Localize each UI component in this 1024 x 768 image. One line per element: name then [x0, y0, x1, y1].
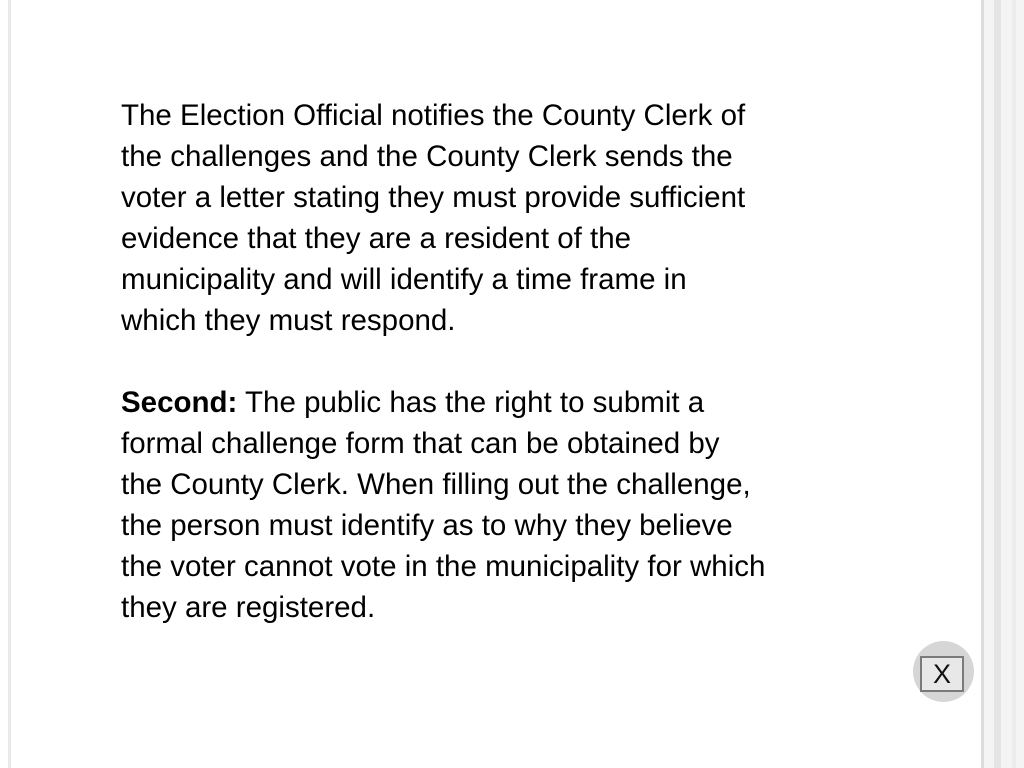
right-border-line: [1012, 0, 1016, 768]
paragraph-gap: [121, 341, 881, 382]
second-text: The public has the right to submit a formal challenge form that can be obtained by the County Clerk. When filling out the challenge, the person must identify as to why they believe the voter cannot vote in the municipality for which they are registered.: [121, 386, 766, 624]
paragraph-second: [121, 382, 881, 628]
slide-body: [121, 95, 881, 628]
close-button[interactable]: X: [920, 656, 964, 692]
right-border-line: [994, 0, 1001, 768]
second-label: Second:: [121, 386, 238, 419]
right-border-panel: [981, 0, 1024, 768]
right-border-line: [981, 0, 984, 768]
paragraph-first: The Election Official notifies the County Clerk of the challenges and the County Clerk sends the voter a letter stating they must provide sufficient evidence that they are a resident of the municipality and will identify a time frame in which they must respond.: [121, 99, 746, 337]
left-border-line: [8, 0, 11, 768]
